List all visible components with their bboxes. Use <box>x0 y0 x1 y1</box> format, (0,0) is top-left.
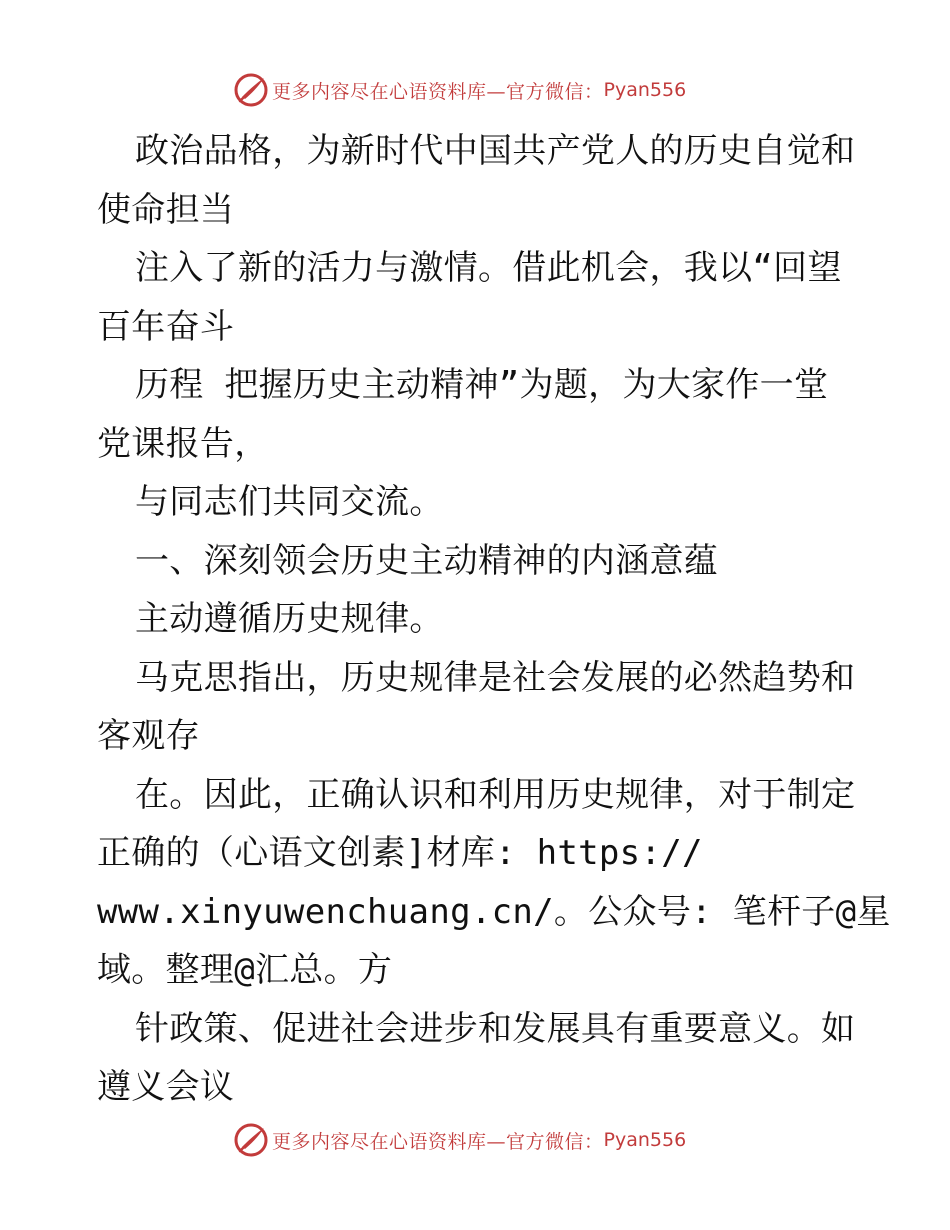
quill-logo-icon <box>234 73 268 107</box>
text-line: 政治品格，为新时代中国共产党人的历史自觉和 <box>135 131 856 171</box>
section-heading: 一、深刻领会历史主动精神的内涵意蕴 <box>135 540 719 581</box>
text-line: 正确的（心语文创素]材库: https:// <box>97 833 703 873</box>
quill-logo-icon <box>234 1123 268 1157</box>
text-line: 历程 把握历史主动精神”为题，为大家作一堂 <box>135 365 829 405</box>
watermark-text: 更多内容尽在心语资料库—官方微信： <box>272 80 604 103</box>
text-line: 马克思指出，历史规律是社会发展的必然趋势和 <box>135 657 856 698</box>
footer-watermark <box>234 1123 686 1157</box>
text-line: 百年奋斗 <box>97 306 235 347</box>
text-line: 主动遵循历史规律。 <box>135 599 444 639</box>
text-line: 在。因此，正确认识和利用历史规律，对于制定 <box>135 774 856 815</box>
text-line: 客观存 <box>97 716 200 756</box>
text-line: 遵义会议 <box>97 1067 235 1107</box>
watermark-wechat-id: Pyan556 <box>603 79 687 101</box>
text-line: 使命担当 <box>97 189 235 230</box>
text-line: 域。整理@汇总。方 <box>97 950 393 990</box>
header-watermark <box>234 73 686 107</box>
document-body <box>97 122 891 1117</box>
text-line: 注入了新的活力与激情。借此机会，我以“回望 <box>135 248 842 288</box>
watermark-wechat-id: Pyan556 <box>603 1129 687 1151</box>
watermark-text: 更多内容尽在心语资料库—官方微信： <box>272 1130 604 1153</box>
text-line: 针政策、促进社会进步和发展具有重要意义。如 <box>135 1008 856 1049</box>
text-line: 与同志们共同交流。 <box>135 482 444 522</box>
text-line: www.xinyuwenchuang.cn/。公众号: 笔杆子@星 <box>97 891 891 932</box>
text-line: 党课报告， <box>97 423 269 464</box>
